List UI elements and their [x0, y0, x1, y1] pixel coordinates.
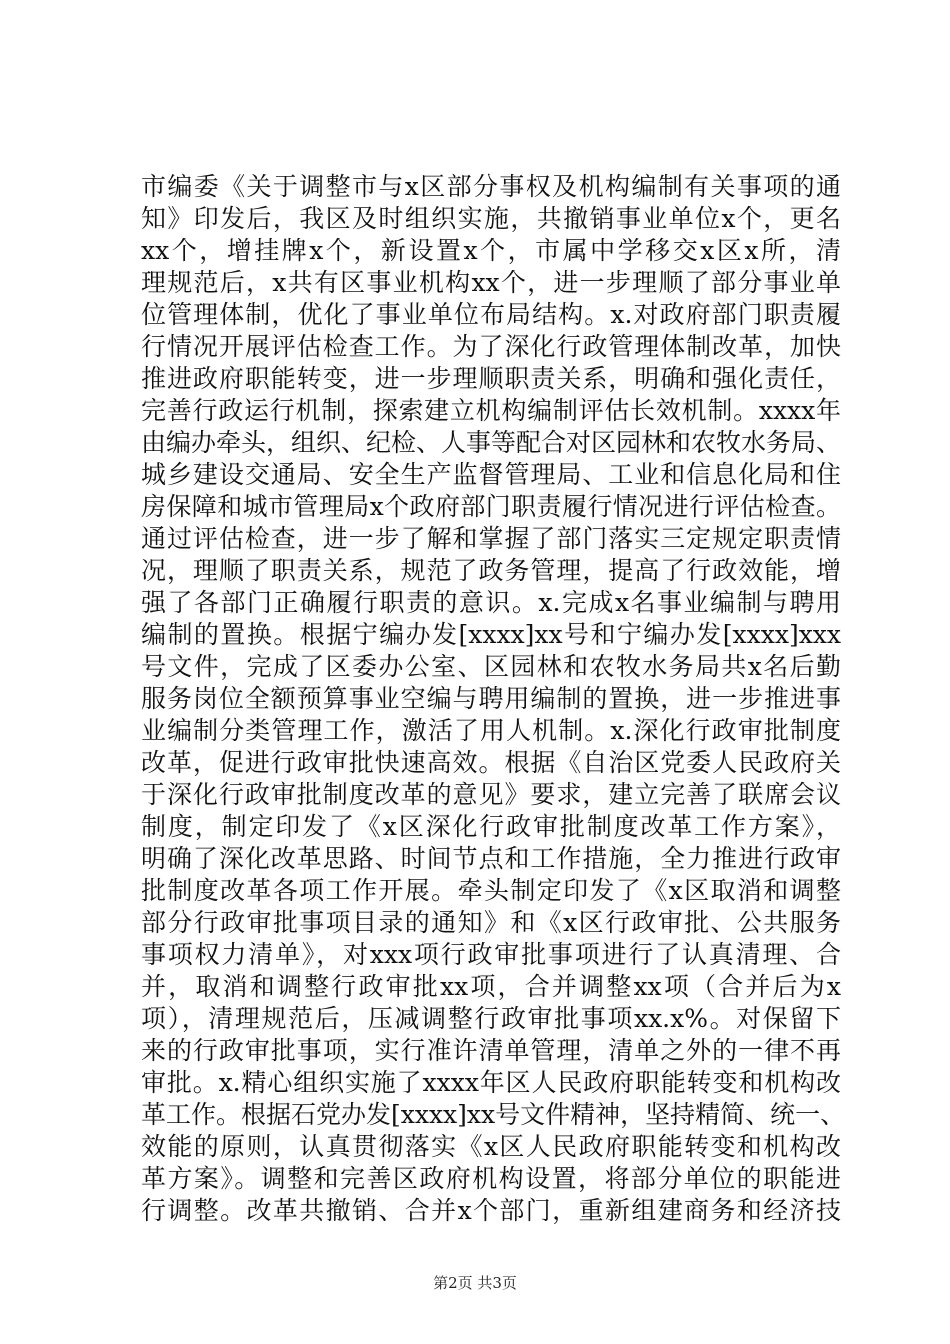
- text-line: 完善行政运行机制，探索建立机构编制评估长效机制。xxxx年: [141, 396, 841, 425]
- text-line: 项），清理规范后，压减调整行政审批事项xx.x%。对保留下: [141, 1004, 841, 1033]
- text-line: 推进政府职能转变，进一步理顺职责关系，明确和强化责任，: [141, 364, 841, 393]
- text-line: 房保障和城市管理局x个政府部门职责履行情况进行评估检查。: [141, 492, 841, 521]
- text-line: 况，理顺了职责关系，规范了政务管理，提高了行政效能，增: [141, 556, 841, 585]
- text-line: 市编委《关于调整市与x区部分事权及机构编制有关事项的通: [141, 172, 841, 201]
- text-line: 知》印发后，我区及时组织实施，共撤销事业单位x个，更名: [141, 204, 841, 233]
- text-line: 革工作。根据石党办发[xxxx]xx号文件精神，坚持精简、统一、: [141, 1100, 846, 1129]
- text-line: 改革，促进行政审批快速高效。根据《自治区党委人民政府关: [141, 748, 841, 777]
- text-line: 部分行政审批事项目录的通知》和《x区行政审批、公共服务: [141, 908, 841, 937]
- text-line: 理规范后，x共有区事业机构xx个，进一步理顺了部分事业单: [141, 268, 841, 297]
- text-line: 由编办牵头，组织、纪检、人事等配合对区园林和农牧水务局、: [141, 428, 842, 457]
- text-line: 编制的置换。根据宁编办发[xxxx]xx号和宁编办发[xxxx]xxx: [141, 620, 841, 649]
- text-line: 行情况开展评估检查工作。为了深化行政管理体制改革，加快: [141, 332, 841, 361]
- text-line: 批制度改革各项工作开展。牵头制定印发了《x区取消和调整: [141, 876, 841, 905]
- text-line: 强了各部门正确履行职责的意识。x.完成x名事业编制与聘用: [141, 588, 841, 617]
- text-line: 来的行政审批事项，实行准许清单管理，清单之外的一律不再: [141, 1036, 841, 1065]
- text-line: 事项权力清单》，对xxx项行政审批事项进行了认真清理、合: [141, 940, 841, 969]
- body-text: [141, 171, 846, 1227]
- text-line: 行调整。改革共撤销、合并x个部门，重新组建商务和经济技: [141, 1196, 841, 1225]
- text-line: 审批。x.精心组织实施了xxxx年区人民政府职能转变和机构改: [141, 1068, 841, 1097]
- text-line: xx个，增挂牌x个，新设置x个，市属中学移交x区x所，清: [141, 236, 841, 265]
- text-line: 明确了深化改革思路、时间节点和工作措施，全力推进行政审: [141, 844, 841, 873]
- text-line: 效能的原则，认真贯彻落实《x区人民政府职能转变和机构改: [141, 1132, 841, 1161]
- text-line: 城乡建设交通局、安全生产监督管理局、工业和信息化局和住: [141, 460, 841, 489]
- text-line: 于深化行政审批制度改革的意见》要求，建立完善了联席会议: [141, 780, 841, 809]
- text-line: 业编制分类管理工作，激活了用人机制。x.深化行政审批制度: [141, 716, 841, 745]
- text-line: 服务岗位全额预算事业空编与聘用编制的置换，进一步推进事: [141, 684, 841, 713]
- page-footer: 第2页 共3页: [433, 1274, 517, 1292]
- text-line: 位管理体制，优化了事业单位布局结构。x.对政府部门职责履: [141, 300, 841, 329]
- text-line: 革方案》。调整和完善区政府机构设置，将部分单位的职能进: [141, 1164, 841, 1193]
- text-line: 制度，制定印发了《x区深化行政审批制度改革工作方案》，: [141, 812, 841, 841]
- text-line: 并，取消和调整行政审批xx项，合并调整xx项（合并后为x: [141, 972, 841, 1001]
- text-line: 通过评估检查，进一步了解和掌握了部门落实三定规定职责情: [141, 524, 841, 553]
- text-line: 号文件，完成了区委办公室、区园林和农牧水务局共x名后勤: [141, 652, 841, 681]
